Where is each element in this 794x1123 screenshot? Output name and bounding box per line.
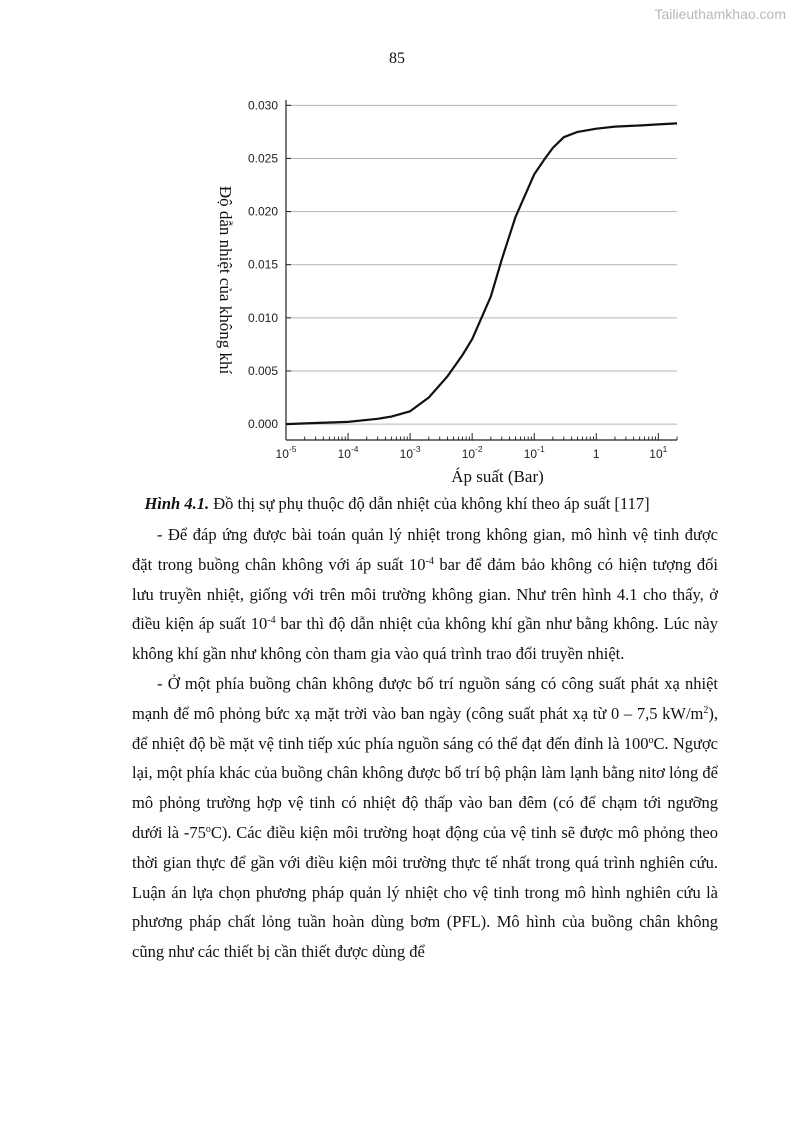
y-tick-label: 0.025 [247, 151, 278, 166]
caption-label: Hình 4.1. [144, 494, 210, 513]
x-tick-label: $10^{-1}$ [523, 444, 545, 461]
p1-sup-1: -4 [425, 555, 434, 567]
p1-text-c: bar thì độ dẫn nhiệt của không khí gần như bằng không. Lúc này không khí gần như không còn tham gia vào quá trình trao đổi truyền nhiệt. [132, 614, 719, 664]
p2-sup-3: o [205, 823, 211, 835]
p1-text-b: bar để đảm bảo không có hiện tượng đối lưu truyền nhiệt, giống với trên môi trường không gian. Như trên hình 4.1 cho thấy, ở điều kiện áp suất 10 [132, 554, 718, 634]
p2-text-b: ), để nhiệt độ bề mặt vệ tinh tiếp xúc phía nguồn sáng có thể đạt đến đỉnh là 100 [132, 703, 718, 753]
page-number: 85 [389, 50, 405, 67]
watermark-text: Tailieuthamkhao.com [654, 6, 786, 22]
p2-text-c: C. Ngược lại, một phía khác của buồng chân không được bố trí bộ phận làm lạnh bằng nitơ lỏng để mô phỏng trường hợp vệ tinh có nhiệt độ thấp vào ban đêm (có để chạm tới ngưỡng dưới là -75 [132, 733, 718, 842]
x-tick-label: $10^{-5}$ [275, 444, 297, 461]
y-tick-label: 0.030 [247, 98, 278, 113]
body-text [132, 520, 718, 967]
x-tick-label: $10^1$ [649, 444, 668, 461]
p1-sup-2: -4 [267, 615, 276, 627]
y-tick-label: 0.000 [247, 417, 278, 432]
caption-text: Đồ thị sự phụ thuộc độ dẫn nhiệt của không khí theo áp suất [117] [209, 494, 650, 513]
x-axis-label: Áp suất (Bar) [451, 467, 544, 486]
p2-text-a: - Ở một phía buồng chân không được bố trí nguồn sáng có công suất phát xạ nhiệt mạnh để mô phỏng bức xạ mặt trời vào ban ngày (công suất phát xạ từ 0 – 7,5 kW/m [132, 673, 718, 723]
y-tick-label: 0.010 [247, 310, 278, 325]
figure-caption [0, 494, 794, 514]
y-tick-label: 0.015 [247, 257, 278, 272]
conductivity-chart [200, 90, 700, 490]
series-line [286, 123, 677, 424]
p2-sup-2: o [648, 734, 654, 746]
y-tick-label: 0.005 [247, 363, 278, 378]
paragraph-2 [132, 669, 718, 967]
paragraph-1 [132, 520, 718, 669]
x-tick-label: $10^{-2}$ [461, 444, 483, 461]
y-axis-label: Độ dẫn nhiệt của không khí [216, 185, 235, 375]
x-tick-label: $10^{-3}$ [399, 444, 421, 461]
p1-text-a: - Để đáp ứng được bài toán quản lý nhiệt trong không gian, mô hình vệ tinh được đặt trong buồng chân không với áp suất 10 [132, 525, 718, 574]
y-tick-label: 0.020 [247, 204, 278, 219]
x-tick-label: $10^{-4}$ [337, 444, 359, 461]
p2-text-d: C). Các điều kiện môi trường hoạt động của vệ tinh sẽ được mô phỏng theo thời gian thực để gần với điều kiện môi trường thực tế nhất trong quá trình nghiên cứu. Luận án lựa chọn phương pháp quản lý nhiệt cho vệ tinh trong mô hình nghiên cứu là phương pháp chất lỏng tuần hoàn dùng bơm (PFL). Mô hình của buồng chân không cũng như các thiết bị cần thiết được dùng để [132, 822, 718, 962]
x-tick-label: 1 [592, 447, 600, 461]
p2-sup-1: 2 [703, 704, 709, 716]
